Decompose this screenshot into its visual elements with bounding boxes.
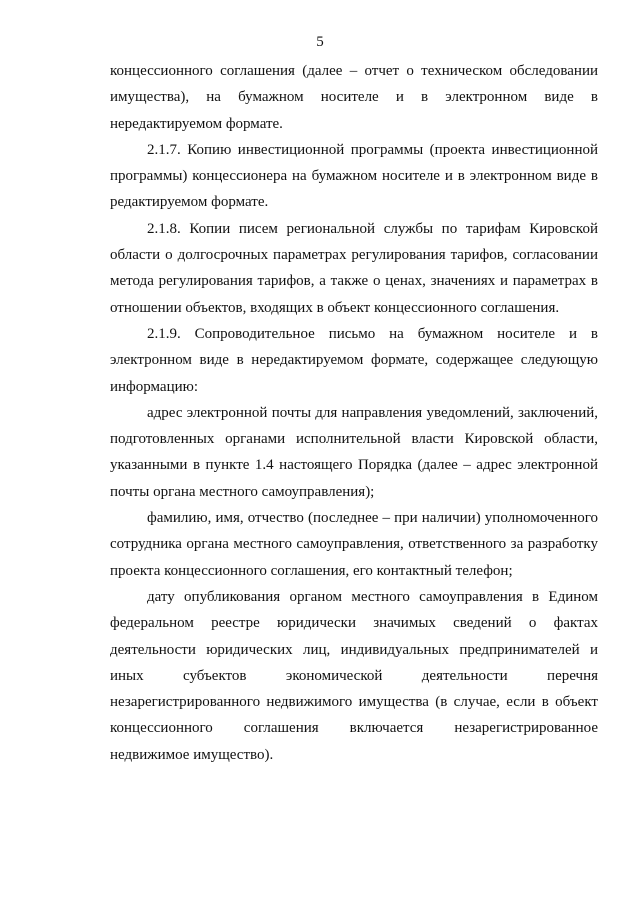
paragraph-2-1-7: 2.1.7. Копию инвестиционной программы (проекта инвестиционной программы) концессионера на бумажном носителе и в электронном виде в редактируемом формате. bbox=[110, 141, 598, 211]
paragraph-2-1-8: 2.1.8. Копии писем региональной службы по тарифам Кировской области о долгосрочных параметрах регулирования тарифов, согласовании метода регулирования тарифов, а также о ценах, значениях и параметрах в отношении объектов, входящих в объект концессионного соглашения. bbox=[110, 220, 598, 316]
paragraph-publication-date: дату опубликования органом местного самоуправления в Едином федеральном реестре юридически значимых сведений о фактах деятельности юридических лиц, индивидуальных предпринимателей и иных субъектов экономической деятельности перечня незарегистрированного недвижимого имущества (в случае, если в объект концессионного соглашения включается незарегистрированное недвижимое имущество). bbox=[110, 588, 598, 763]
paragraph-continuation: концессионного соглашения (далее – отчет о техническом обследовании имущества), на бумажном носителе и в электронном виде в нередактируемом формате. bbox=[110, 63, 598, 132]
page-number: 5 bbox=[316, 34, 324, 50]
paragraph-contact-person: фамилию, имя, отчество (последнее – при наличии) уполномоченного сотрудника органа местного самоуправления, ответственного за разработку проекта концессионного соглашения, его контактный телефон; bbox=[110, 510, 598, 579]
paragraph-2-1-9: 2.1.9. Сопроводительное письмо на бумажном носителе и в электронном виде в нередактируемом формате, содержащее следующую информацию: bbox=[110, 325, 598, 395]
paragraph-email-address: адрес электронной почты для направления уведомлений, заключений, подготовленных органами исполнительной власти Кировской области, указанными в пункте 1.4 настоящего Порядка (далее – адрес электронной почты органа местного самоуправления); bbox=[110, 404, 598, 500]
document-body bbox=[110, 58, 598, 768]
